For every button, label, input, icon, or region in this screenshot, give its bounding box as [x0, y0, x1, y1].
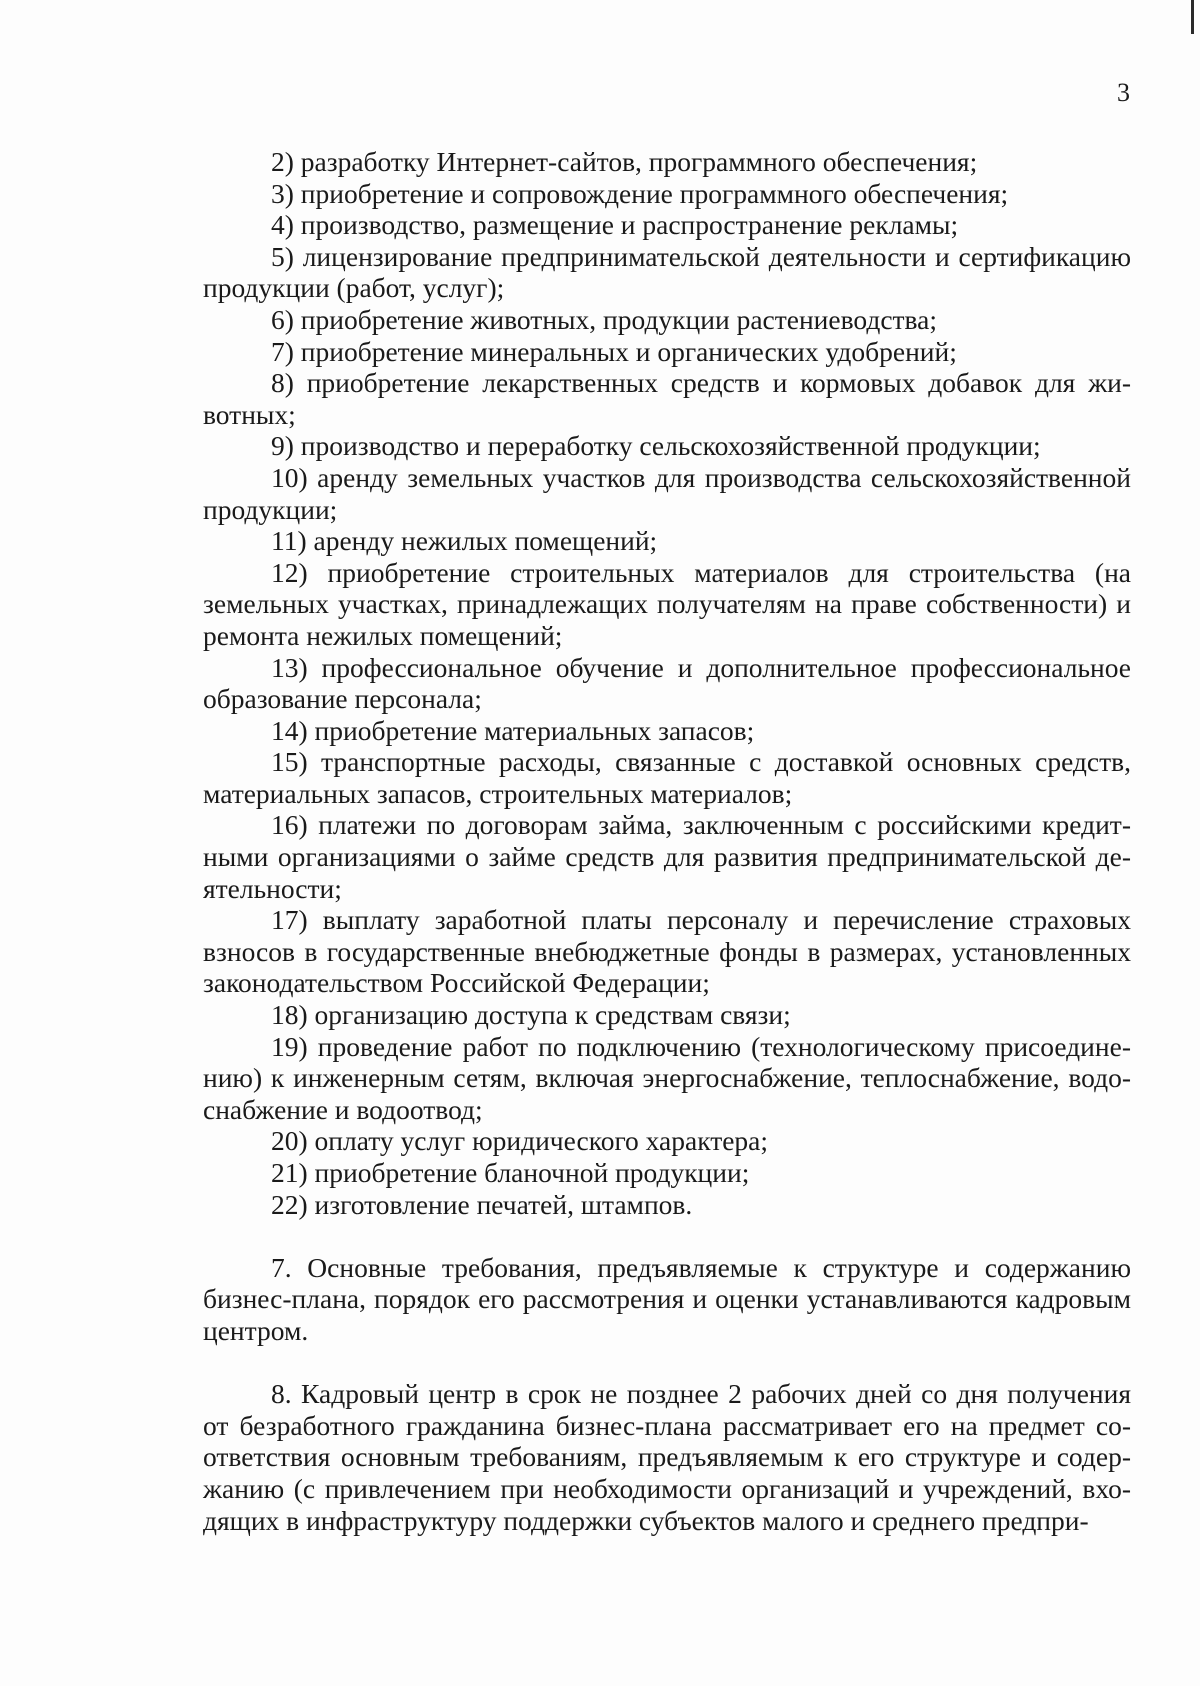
- list-item: 14) приобретение материальных запасов;: [271, 714, 755, 746]
- list-item: 17) выплату заработной платы персоналу и перечисление страховых взносов в государственные внебюджетные фонды в размерах, установленных законодательством Российской Федерации;: [203, 904, 1131, 999]
- list-item: 18) организацию доступа к средствам связи;: [271, 999, 791, 1031]
- list-item: 11) аренду нежилых помещений;: [271, 525, 658, 557]
- list-item: 4) производство, размещение и распространение рекламы;: [271, 209, 959, 241]
- page-number: 3: [1117, 78, 1130, 107]
- list-item: 16) платежи по договорам займа, заключенным с российскими кредитными организациями о займе средств для развития предпринимательской деятельности;: [203, 809, 1131, 904]
- section-paragraph-7: 7. Основные требования, предъявляемые к структуре и содержанию бизнес-плана, порядок его рассмотрения и оценки устанавливаются кадровым центром.: [203, 1251, 1131, 1346]
- list-item: 19) проведение работ по подключению (технологическому присоединению) к инженерным сетям, включая энергоснабжение, теплоснабжение, водоснабжение и водоотвод;: [203, 1030, 1131, 1125]
- section-paragraph-8: 8. Кадровый центр в срок не позднее 2 рабочих дней со дня получения от безработного гражданина бизнес-плана рассматривает его на предмет соответствия основным требованиям, предъявляемым к его структуре и содержанию (с привлечением при необходимости организаций и учреждений, входящих в инфраструктуру поддержки субъектов малого и среднего предпри-: [203, 1378, 1131, 1536]
- list-item: 8) приобретение лекарственных средств и кормовых добавок для животных;: [203, 367, 1131, 430]
- list-item: 10) аренду земельных участков для производства сельскохозяйственной продукции;: [203, 461, 1131, 525]
- list-item: 22) изготовление печатей, штампов.: [271, 1188, 693, 1220]
- list-item: 15) транспортные расходы, связанные с доставкой основных средств, материальных запасов, строительных материалов;: [203, 746, 1131, 809]
- list-item: 12) приобретение строительных материалов для строительства (на земельных участках, принадлежащих получателям на праве собственности) и ремонта нежилых помещений;: [203, 556, 1131, 651]
- list-item: 3) приобретение и сопровождение программного обеспечения;: [271, 177, 1009, 209]
- list-item: 6) приобретение животных, продукции растениеводства;: [271, 303, 938, 335]
- scan-mark: [1191, 0, 1194, 34]
- list-item: 5) лицензирование предпринимательской деятельности и сертификацию продукции (работ, услуг);: [203, 240, 1131, 304]
- list-item: 21) приобретение бланочной продукции;: [271, 1157, 750, 1188]
- list-item: 20) оплату услуг юридического характера;: [271, 1125, 769, 1157]
- list-item: 7) приобретение минеральных и органических удобрений;: [271, 335, 957, 367]
- list-item: 9) производство и переработку сельскохозяйственной продукции;: [271, 430, 1041, 462]
- list-item: 2) разработку Интернет-сайтов, программного обеспечения;: [271, 146, 978, 177]
- list-item: 13) профессиональное обучение и дополнительное профессиональное образование персонала;: [203, 651, 1131, 715]
- document-body: [203, 146, 1131, 1536]
